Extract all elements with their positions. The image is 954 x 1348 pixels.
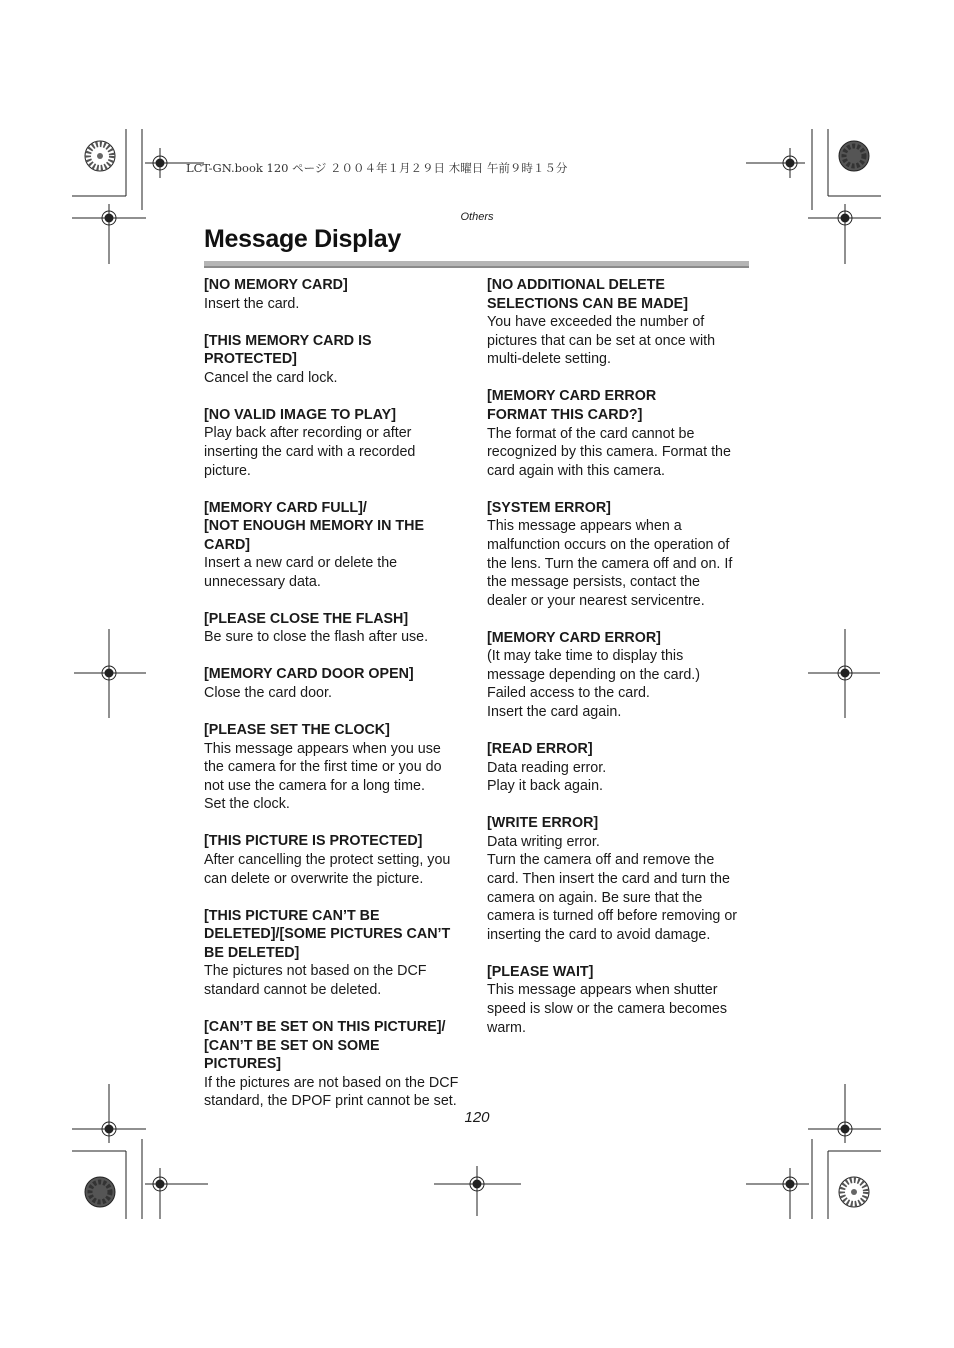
color-target-mark: [85, 1177, 115, 1207]
message-entry: [204, 832, 469, 888]
message-body-line: Be sure to close the flash after use.: [204, 629, 429, 646]
message-title-line: [SYSTEM ERROR]: [487, 499, 611, 516]
title-rule: [204, 261, 749, 268]
message-body-line: speed is slow or the camera becomes: [487, 1000, 727, 1017]
message-title-line: [PLEASE CLOSE THE FLASH]: [204, 610, 409, 627]
message-entry: [204, 721, 469, 814]
message-body-line: recognized by this camera. Format the: [487, 444, 731, 461]
message-title-line: [NO ADDITIONAL DELETE: [487, 277, 665, 293]
message-title-line: [MEMORY CARD ERROR]: [487, 629, 661, 646]
message-entry: [204, 276, 469, 313]
message-entry: [487, 740, 749, 796]
message-body-line: card again with this camera.: [487, 462, 665, 479]
message-body-line: not use the camera for a long time.: [204, 777, 425, 794]
message-entry: [204, 332, 469, 388]
message-title-line: [MEMORY CARD DOOR OPEN]: [204, 666, 414, 683]
print-header: LCT-GN.book 120 ページ ２００４年１月２９日 木曜日 午前９時１５分: [186, 161, 568, 175]
message-body-line: Cancel the card lock.: [204, 369, 338, 386]
message-title-line: DELETED]/[SOME PICTURES CAN’T: [204, 926, 451, 943]
registration-crosshair: [145, 1168, 208, 1219]
message-title-line: [PLEASE WAIT]: [487, 963, 594, 980]
color-target-mark: [839, 1177, 869, 1207]
message-body-line: message depending on the card.): [487, 666, 701, 683]
message-body-line: malfunction occurs on the operation of: [487, 536, 730, 553]
message-body-line: Close the card door.: [204, 685, 332, 702]
message-title-line: SELECTIONS CAN BE MADE]: [487, 295, 688, 312]
message-entry: [204, 406, 469, 480]
message-body-line: camera is turned off before removing or: [487, 908, 738, 925]
message-body-line: (It may take time to display this: [487, 648, 684, 665]
message-title-line: [NO VALID IMAGE TO PLAY]: [204, 406, 396, 423]
message-entry: [487, 499, 749, 611]
message-title-line: [THIS PICTURE CAN’T BE: [204, 907, 380, 924]
message-body-line: camera on again. Be sure that the: [487, 889, 703, 906]
message-body-line: picture.: [204, 462, 251, 479]
message-body-line: dealer or your nearest servicentre.: [487, 592, 705, 609]
message-title-line: PICTURES]: [204, 1056, 282, 1073]
message-body-line: the message persists, contact the: [487, 574, 700, 591]
message-entry: [487, 629, 749, 722]
message-entry: [487, 387, 749, 480]
registration-crosshair: [808, 629, 880, 718]
message-title-line: PROTECTED]: [204, 351, 297, 368]
message-title-line: CARD]: [204, 536, 251, 553]
message-entry: [204, 610, 469, 647]
message-body-line: inserting the card with a recorded: [204, 443, 416, 460]
message-body-line: The pictures not based on the DCF: [204, 963, 427, 980]
message-body-line: pictures that can be set at once with: [487, 332, 716, 349]
message-body-line: the camera for the first time or you do: [204, 759, 442, 776]
message-body-line: the lens. Turn the camera off and on. If: [487, 555, 733, 572]
message-body-line: standard cannot be deleted.: [204, 981, 382, 998]
message-body-line: Failed access to the card.: [487, 685, 650, 702]
message-body-line: If the pictures are not based on the DCF: [204, 1074, 459, 1091]
message-body-line: Data reading error.: [487, 759, 607, 776]
color-target-mark: [839, 141, 869, 171]
message-entry: [487, 963, 749, 1037]
message-title-line: [NOT ENOUGH MEMORY IN THE: [204, 518, 425, 535]
message-entry: [204, 907, 469, 1000]
right-column: [487, 276, 749, 1056]
message-body-line: Turn the camera off and remove the: [487, 852, 715, 869]
message-entry: [204, 499, 469, 592]
message-entry: [204, 1018, 469, 1111]
message-body-line: can delete or overwrite the picture.: [204, 870, 424, 887]
registration-crosshair: [746, 1168, 809, 1219]
message-body-line: This message appears when you use: [204, 740, 441, 757]
message-body-line: Play it back again.: [487, 778, 604, 795]
registration-crosshair: [74, 629, 146, 718]
message-body-line: This message appears when a: [487, 518, 682, 535]
message-body-line: This message appears when shutter: [487, 982, 718, 999]
message-title-line: [CAN’T BE SET ON SOME: [204, 1037, 380, 1054]
message-body-line: After cancelling the protect setting, you: [204, 851, 451, 868]
message-body-line: unnecessary data.: [204, 573, 321, 590]
message-title-line: [READ ERROR]: [487, 741, 593, 758]
message-title-line: [MEMORY CARD ERROR: [487, 388, 657, 405]
message-title-line: [THIS PICTURE IS PROTECTED]: [204, 833, 423, 850]
message-body-line: standard, the DPOF print cannot be set.: [204, 1093, 457, 1110]
message-body-line: You have exceeded the number of: [487, 314, 705, 331]
message-entry: [204, 665, 469, 702]
registration-crosshair: [434, 1166, 521, 1216]
message-body-line: warm.: [487, 1019, 526, 1036]
registration-crosshair: [746, 148, 805, 178]
message-body-line: Play back after recording or after: [204, 425, 412, 442]
message-body-line: Insert the card.: [204, 295, 300, 312]
message-entry: [487, 276, 749, 369]
message-title-line: [MEMORY CARD FULL]/: [204, 499, 367, 516]
message-title-line: [WRITE ERROR]: [487, 815, 599, 832]
section-label: Others: [460, 211, 494, 223]
message-body-line: multi-delete setting.: [487, 351, 611, 368]
message-title-line: [PLEASE SET THE CLOCK]: [204, 722, 390, 739]
message-body-line: Data writing error.: [487, 833, 600, 850]
message-body-line: card. Then insert the card and turn the: [487, 870, 730, 887]
message-body-line: Insert a new card or delete the: [204, 555, 398, 572]
message-title-line: [NO MEMORY CARD]: [204, 277, 348, 293]
message-title-line: [CAN’T BE SET ON THIS PICTURE]/: [204, 1018, 446, 1035]
message-title-line: [THIS MEMORY CARD IS: [204, 332, 372, 349]
message-body-line: inserting the card to avoid damage.: [487, 926, 711, 943]
message-body-line: Set the clock.: [204, 796, 290, 813]
message-body-line: The format of the card cannot be: [487, 425, 695, 442]
message-title-line: FORMAT THIS CARD?]: [487, 406, 643, 423]
page-number: 120: [464, 1109, 490, 1126]
message-title-line: BE DELETED]: [204, 944, 300, 961]
color-target-mark: [85, 141, 115, 171]
page-title: Message Display: [204, 225, 401, 253]
message-body-line: Insert the card again.: [487, 704, 622, 721]
left-column: [204, 276, 469, 1129]
message-entry: [487, 814, 749, 944]
